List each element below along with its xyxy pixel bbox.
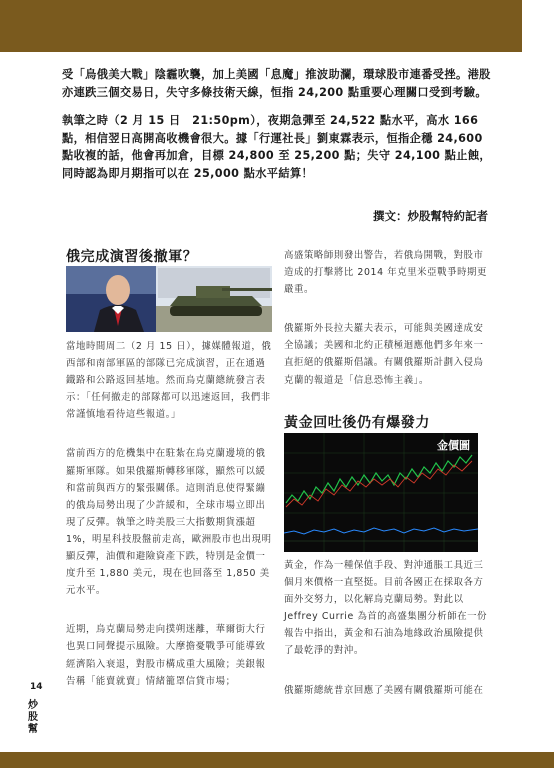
page-number: 14 [30,682,43,692]
intro-paragraph-1: 受「烏俄美大戰」陰霾吹襲，加上美國「息魔」推波助瀾，環球股市連番受挫。港股亦連跌三個交易日，失守多條技術天線，恒指 24,200 點重要心理關口受到考驗。 [62,68,491,99]
left-heading: 俄完成演習後撤軍？ [66,249,198,265]
bottom-banner [0,752,554,768]
left-paragraph-1: 當地時間周二（2 月 15 日），據媒體報道，俄西部和南部軍區的部隊已完成演習，正在通過鐵路和公路返回基地。然而烏克蘭總統發言表示：「任何撤走的部隊都可以迅速返回，我們非常謹慎地看待這些報道。」 [66,341,272,421]
right-paragraph-4: 俄羅斯總統普京回應了美國有關俄羅斯可能在 [284,684,484,696]
right-paragraph-3: 黃金，作為一種保值手段、對沖通脹工具近三個月來價格一直堅挺。目前各國正在採取各方面外交努力，以化解烏克蘭局勢。對此以 Jeffrey Currie 為首的高盛集團分析師在一份報告中指出，黃金和石油為地緣政治風險提供了最乾淨的對沖。 [284,560,488,657]
chart-title: 金價圖 [437,439,470,452]
left-column-text [66,338,272,706]
putin-tank-photo [66,266,272,332]
right-column-text-bottom [284,557,490,715]
top-banner [0,0,554,52]
magazine-name: 炒股幫 [28,700,38,735]
right-paragraph-1: 高盛策略師則發出警告，若俄烏開戰，對股市造成的打擊將比 2014 年克里米亞戰爭時期更嚴重。 [284,250,487,296]
left-paragraph-2: 當前西方的危機集中在駐紮在烏克蘭邊境的俄羅斯軍隊。如果俄羅斯轉移軍隊，顯然可以緩和當前與西方的緊張關係。這則消息使得緊繃的俄烏局勢出現了少許緩和，全球市場立即出現了反彈。執筆之時美股三大指數期貨漲超 1%，明星科技股盤前走高，歐洲股市也出現明顯反彈，油價和避險資產下跌，特別是金價一度升至 1,880 美元，現在也回落至 1,850 美元水平。 [66,448,272,597]
intro-block [62,66,492,193]
byline: 撰文：炒股幫特約記者 [373,209,488,223]
right-paragraph-2: 俄羅斯外長拉夫羅夫表示，可能與美國達成安全協議；美國和北約正積極迴應他們多年來一直拒絕的俄羅斯倡議。有關俄羅斯計劃入侵烏克蘭的報道是「信息恐怖主義」。 [284,323,484,386]
left-paragraph-3: 近期，烏克蘭局勢走向撲朔迷離，華爾街大行也異口同聲提示風險。大摩擔憂戰爭可能導致經濟陷入衰退，對股市構成重大風險；美銀報告稱「能賣就賣」情緒籠罩信貸市場； [66,624,266,687]
right-column-text-top [284,247,490,405]
gold-price-chart [284,433,478,552]
right-heading: 黃金回吐後仍有爆發力 [284,415,430,431]
intro-paragraph-2: 執筆之時（2 月 15 日 21:50pm），夜期急彈至 24,522 點水平，高水 166 點，相信翌日高開高收機會很大。據「行運社長」劉東霖表示，恒指企穩 24,600 點收複的話，他會再加倉，目標 24,800 至 25,200 點；失守 24,100 點止蝕，同時認為即月期指可以在 25,000 點水平結算！ [62,114,491,180]
